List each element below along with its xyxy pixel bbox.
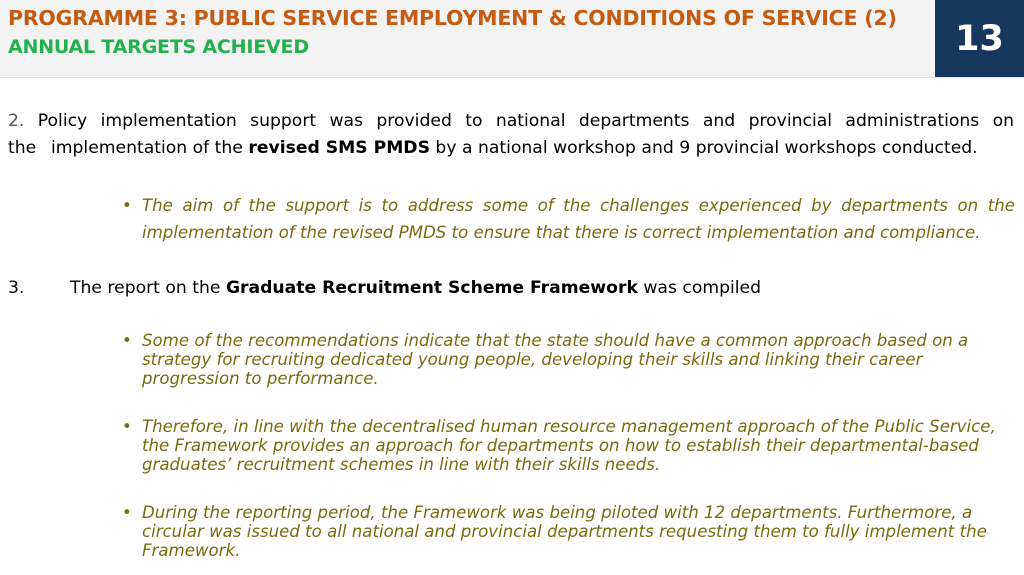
item-3-bullet-1-text: Some of the recommendations indicate that the state should have a common approach based on a strategy for recruiting dedicated young people, developing their skills and linking their career progression to performance. (142, 331, 969, 388)
item-2-line-1 (8, 108, 1014, 135)
bullet-icon: • (122, 331, 132, 350)
slide-header (0, 0, 1024, 78)
item-2-bullet-line1: The aim of the support is to address some of the challenges experienced by departments on the (142, 196, 1015, 215)
item-3-number: 3. (8, 278, 25, 298)
item-3-bold-term: Graduate Recruitment Scheme Framework (225, 278, 638, 298)
item-2-text-line1: Policy implementation support was provided to national departments and provincial administrations on (37, 111, 1014, 131)
item-3-bullet-1 (122, 331, 1012, 388)
item-2-text-pre: implementation of the (51, 138, 249, 158)
item-2-bullet-line2: implementation of the revised PMDS to ensure that there is correct implementation and compliance. (142, 223, 981, 242)
bullet-icon: • (122, 503, 132, 522)
slide-title: PROGRAMME 3: PUBLIC SERVICE EMPLOYMENT & CONDITIONS OF SERVICE (2) (8, 6, 897, 30)
item-3-text-pre: The report on the (70, 278, 226, 298)
item-3-line (8, 276, 761, 300)
item-2-line-2 (8, 135, 1014, 162)
item-2-text-post: by a national workshop and 9 provincial workshops conducted. (429, 138, 978, 158)
item-3-text-post: was compiled (637, 278, 762, 298)
item-3-bullet-3-text: During the reporting period, the Framework was being piloted with 12 departments. Furthermore, a circular was issued to all national and provincial departments requesting them to fully implement the Framework. (142, 503, 987, 560)
item-2-bold-term: revised SMS PMDS (248, 138, 430, 158)
item-2-number: 2. (8, 111, 25, 131)
item-3-bullet-2 (122, 417, 1012, 474)
item-2-lead-word: the (8, 138, 37, 158)
page-number: 13 (935, 0, 1024, 77)
bullet-icon: • (122, 417, 132, 436)
item-3-bullet-3 (122, 503, 1012, 560)
item-3-bullet-2-text: Therefore, in line with the decentralised human resource management approach of the Public Service, the Framework provides an approach for departments on how to establish their departmental-based graduates’ recruitment schemes in line with their skills needs. (142, 417, 996, 474)
slide-subtitle: ANNUAL TARGETS ACHIEVED (8, 36, 309, 58)
bullet-icon: • (122, 196, 132, 215)
item-2-bullet (122, 192, 1015, 246)
